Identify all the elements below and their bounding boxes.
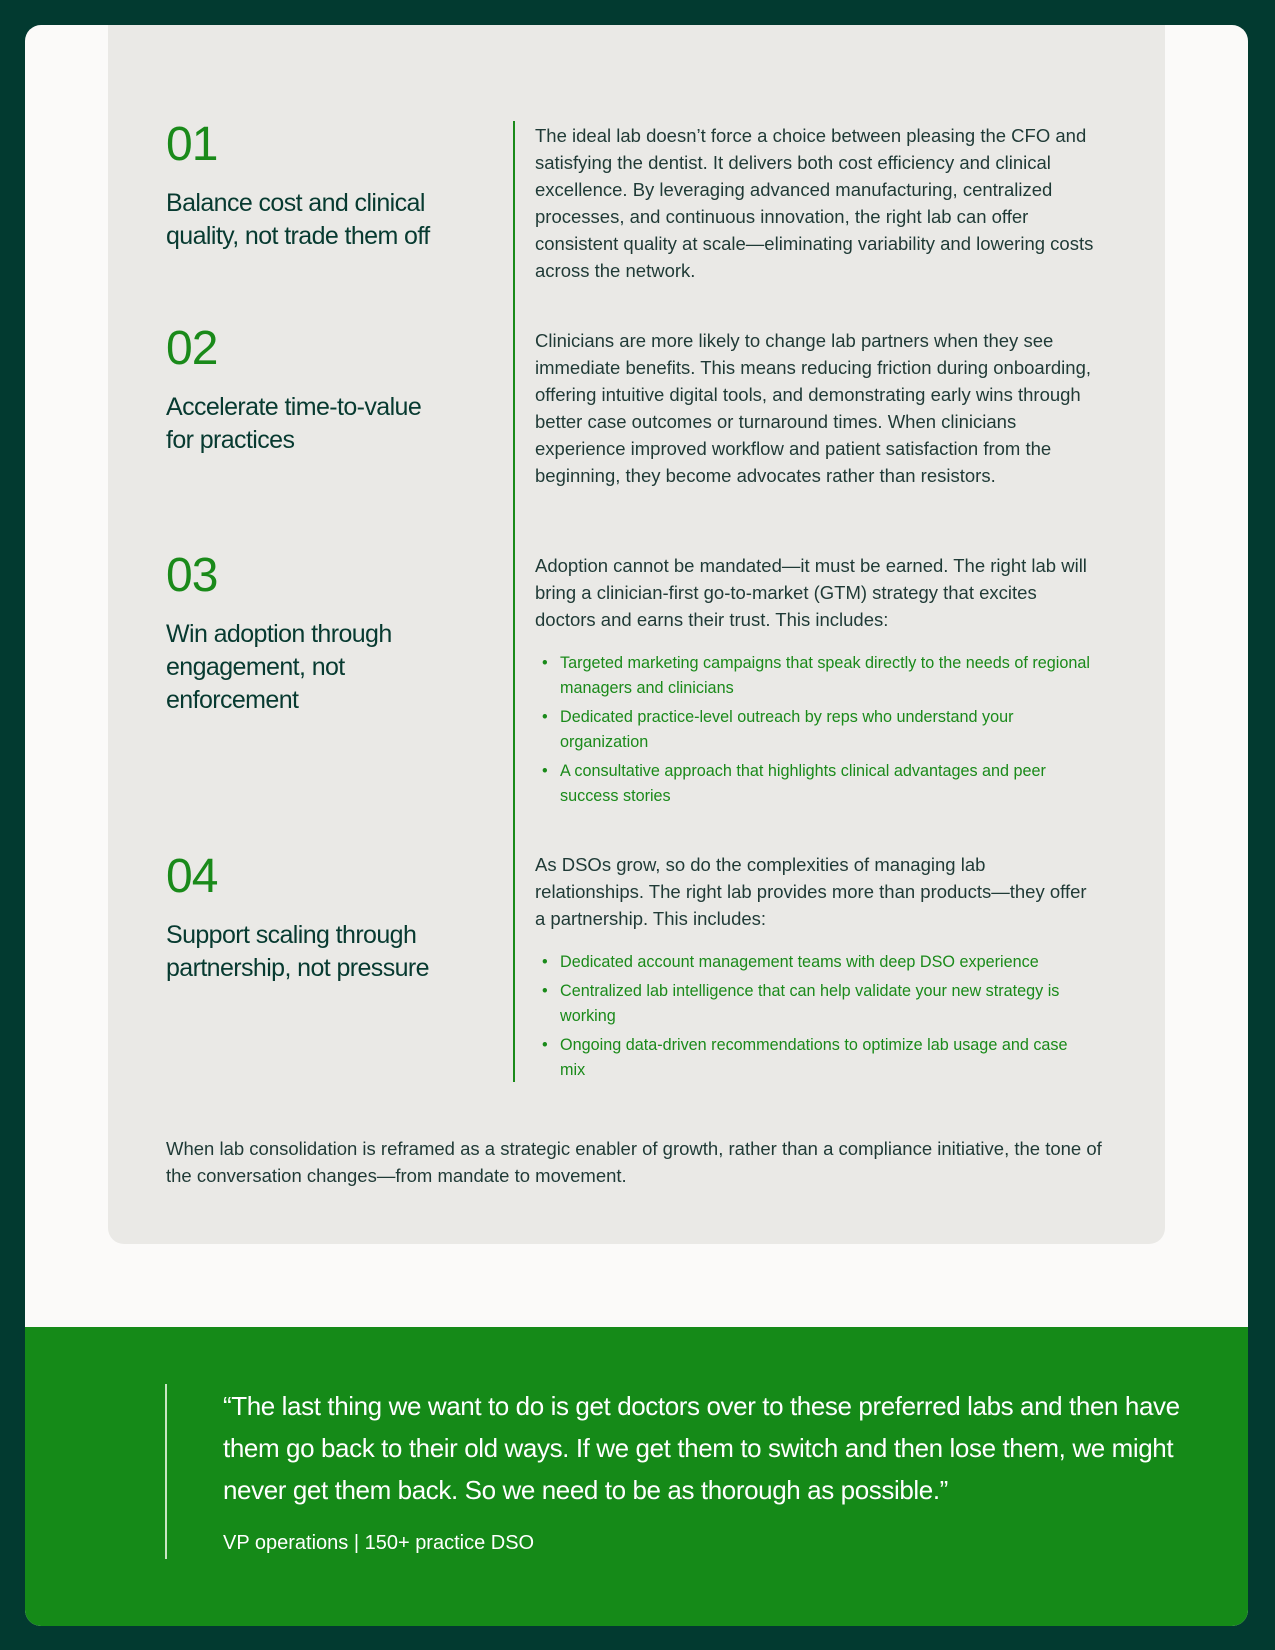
section-body [535, 851, 1095, 1087]
bullet-list [535, 950, 1095, 1083]
section-number: 04 [166, 850, 218, 903]
section-number: 03 [166, 549, 218, 602]
list-item: • A consultative approach that highlights clinical advantages and peer success stories [560, 759, 1095, 809]
section-heading: Accelerate time-to-value for practices [166, 393, 422, 454]
section-body: The ideal lab doesn’t force a choice between pleasing the CFO and satisfying the dentist. It delivers both cost efficiency and clinical excellence. By leveraging advanced manufacturing, centralized processes, and continuous innovation, the right lab can offer consistent quality at scale—eliminating variability and lowering costs across the network. [535, 125, 1094, 281]
list-item: • Dedicated account management teams with deep DSO experience [560, 950, 1095, 975]
section-body-text: As DSOs grow, so do the complexities of managing lab relationships. The right lab provides more than products—they offer a partnership. This includes: [535, 854, 1087, 929]
list-item: • Dedicated practice-level outreach by reps who understand your organization [560, 705, 1095, 755]
list-item: • Ongoing data-driven recommendations to optimize lab usage and case mix [560, 1033, 1095, 1083]
principles-card [108, 25, 1165, 1244]
closing-paragraph: When lab consolidation is reframed as a strategic enabler of growth, rather than a compliance initiative, the tone of the conversation changes—from mandate to movement. [166, 1138, 1102, 1186]
section-number: 01 [166, 118, 218, 171]
section-body-text: Adoption cannot be mandated—it must be earned. The right lab will bring a clinician-first go-to-market (GTM) strategy that excites doctors and earns their trust. This includes: [535, 555, 1087, 630]
section-number: 02 [166, 322, 218, 375]
bullet-list [535, 651, 1095, 809]
list-item: • Targeted marketing campaigns that speak directly to the needs of regional managers and clinicians [560, 651, 1095, 701]
quote-band [25, 1327, 1248, 1626]
section-heading: Win adoption through engagement, not enforcement [166, 620, 392, 714]
section-heading: Support scaling through partnership, not pressure [166, 921, 429, 982]
quote-accent-line [165, 1384, 167, 1559]
pull-quote: “The last thing we want to do is get doctors over to these preferred labs and then have them go back to their old ways. If we get them to switch and then lose them, we might never get them back. So we need to be as thorough as possible.” [223, 1391, 1180, 1505]
quote-attribution: VP operations | 150+ practice DSO [223, 1532, 535, 1554]
section-body: Clinicians are more likely to change lab partners when they see immediate benefits. This means reducing friction during onboarding, offering intuitive digital tools, and demonstrating early wins through better case outcomes or turnaround times. When clinicians experience improved workflow and patient satisfaction from the beginning, they become advocates rather than resistors. [535, 330, 1091, 486]
page [25, 25, 1248, 1626]
section-body [535, 552, 1095, 813]
section-divider-line [513, 121, 515, 1082]
list-item: • Centralized lab intelligence that can help validate your new strategy is working [560, 979, 1095, 1029]
section-heading: Balance cost and clinical quality, not trade them off [166, 189, 430, 250]
